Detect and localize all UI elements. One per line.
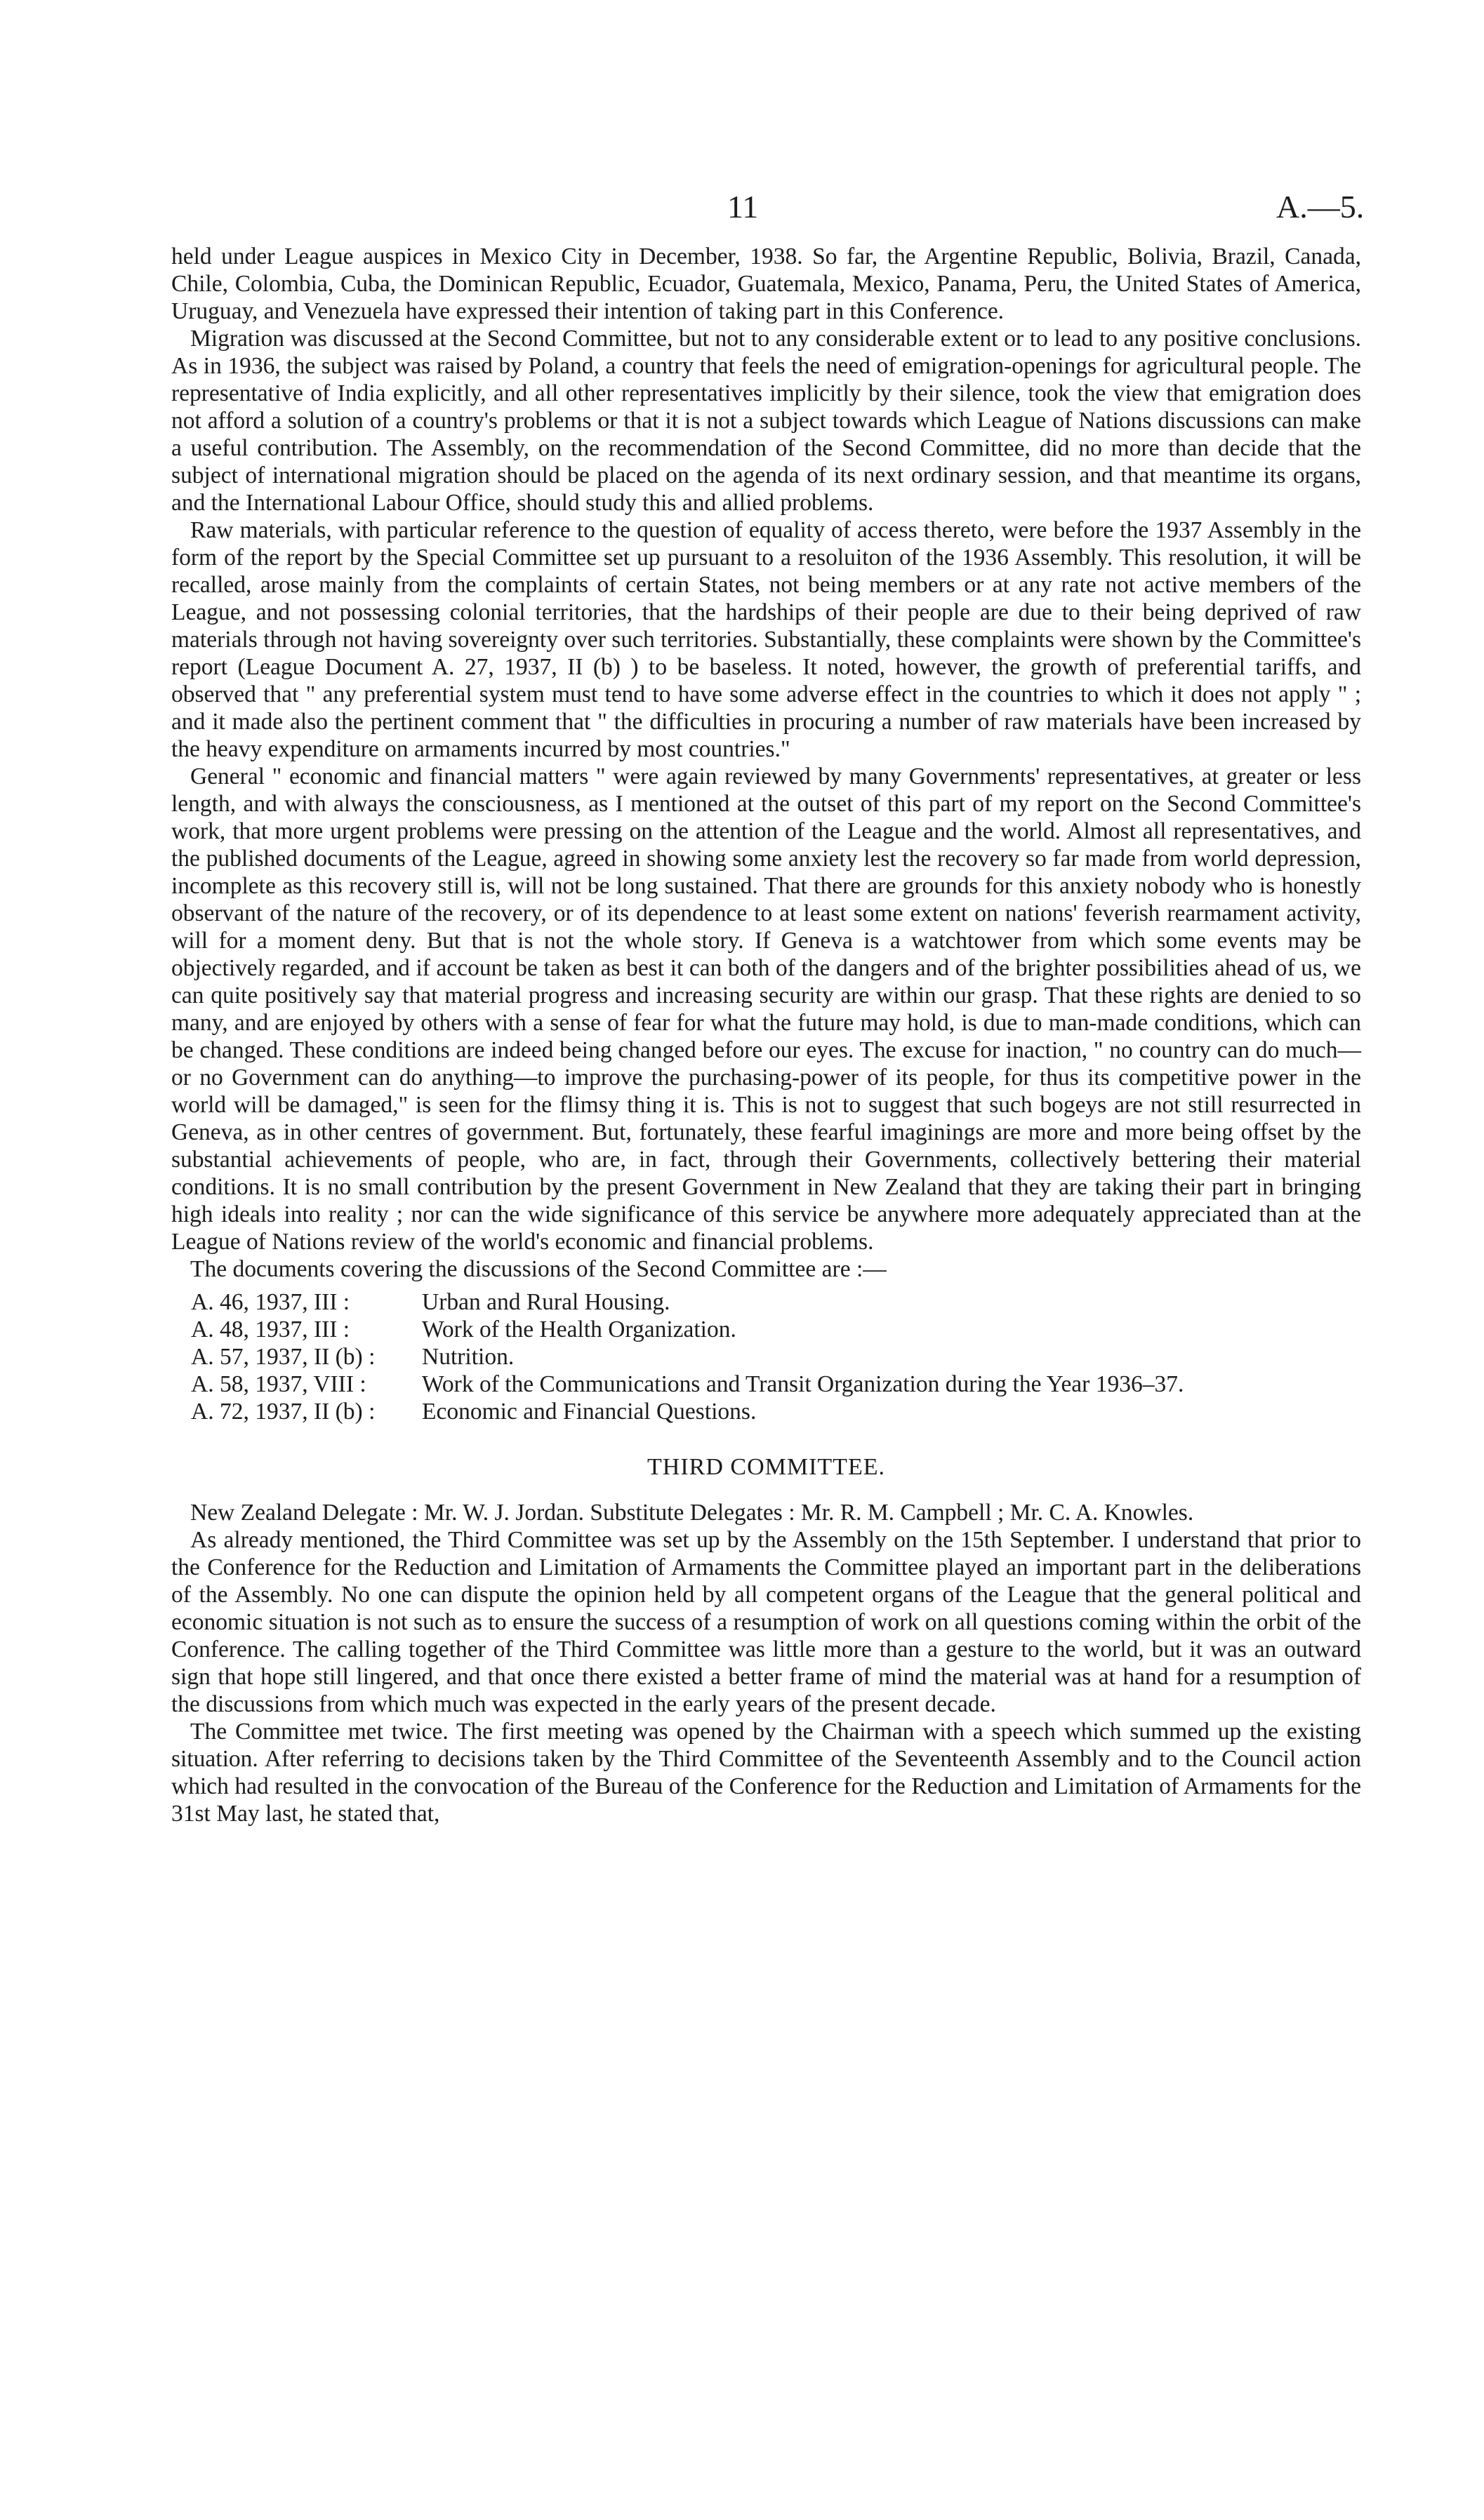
document-list-item: [171, 1343, 1361, 1371]
document-reference: A.—5.: [1276, 189, 1365, 225]
document-ref: A. 58, 1937, VIII :: [191, 1371, 366, 1397]
document-list-item: [171, 1316, 1361, 1343]
document-title: Work of the Communications and Transit Organization during the Year 1936–37.: [422, 1371, 1184, 1397]
paragraph-raw-materials: Raw materials, with particular reference to the question of equality of access thereto, were before the 1937 Assembly in the form of the report by the Special Committee set up pursuant to a resoluiton of the 1936 Assembly. This resolution, it will be recalled, arose mainly from the complaints of certain States, not being members or at any rate not active members of the League, and not possessing colonial territories, that the hardships of their people are due to their being deprived of raw materials through not having sovereignty over such territories. Substantially, these complaints were shown by the Committee's report (League Document A. 27, 1937, II (b) ) to be baseless. It noted, however, the growth of preferential tariffs, and observed that " any preferential system must tend to have some adverse effect in the countries to which it does not apply " ; and it made also the pertinent comment that " the difficulties in procuring a number of raw materials have been increased by the heavy expenditure on armaments incurred by most countries.": [171, 517, 1361, 762]
document-ref: A. 72, 1937, II (b) :: [191, 1399, 376, 1425]
document-ref: A. 48, 1937, III :: [191, 1316, 350, 1342]
substitute-delegate-2: Mr. C. A. Knowles.: [1009, 1500, 1194, 1526]
document-list-item: [171, 1371, 1361, 1398]
substitute-label: Substitute Delegates :: [590, 1500, 795, 1526]
delegate-name: Mr. W. J. Jordan.: [423, 1500, 584, 1526]
paragraph-migration: Migration was discussed at the Second Committee, but not to any considerable extent or to lead to any positive conclusions. As in 1936, the subject was raised by Poland, a country that feels the need of emigration-openings for agricultural people. The representative of India explicitly, and all other representatives implicitly by their silence, took the view that emigration does not afford a solution of a country's problems or that it is not a subject towards which League of Nations discussions can make a useful contribution. The Assembly, on the recommendation of the Second Committee, did no more than decide that the subject of international migration should be placed on the agenda of its next ordinary session, and that meantime its organs, and the International Labour Office, should study this and allied problems.: [171, 326, 1361, 516]
delegates-line: New Zealand Delegate : Mr. W. J. Jordan. Substitute Delegates : Mr. R. M. Campbell ; Mr. C. A. Knowles.: [190, 1500, 1194, 1526]
document-title: Nutrition.: [422, 1344, 515, 1370]
document-title: Economic and Financial Questions.: [422, 1399, 757, 1425]
page-body: [171, 243, 1361, 1827]
substitute-delegate-1: Mr. R. M. Campbell: [800, 1500, 992, 1526]
paragraph-economic-financial: General " economic and financial matters " were again reviewed by many Governments' representatives, at greater or less length, and with always the consciousness, as I mentioned at the outset of this part of my report on the Second Committee's work, that more urgent problems were pressing on the attention of the League and the world. Almost all representatives, and the published documents of the League, agreed in showing some anxiety lest the recovery so far made from world depression, incomplete as this recovery still is, will not be long sustained. That there are grounds for this anxiety nobody who is honestly observant of the nature of the recovery, or of its dependence to at least some extent on nations' feverish rearmament activity, will for a moment deny. But that is not the whole story. If Geneva is a watchtower from which some events may be objectively regarded, and if account be taken as best it can both of the dangers and of the brighter possibilities ahead of us, we can quite positively say that material progress and increasing security are within our grasp. That these rights are denied to so many, and are enjoyed by others with a sense of fear for what the future may hold, is due to man-made conditions, which can be changed. These conditions are indeed being changed before our eyes. The excuse for inaction, " no country can do much—or no Government can do anything—to improve the purchasing-power of its people, for thus its competitive power in the world will be damaged," is seen for the flimsy thing it is. This is not to suggest that such bogeys are not still resurrected in Geneva, as in other centres of government. But, fortunately, these fearful imaginings are more and more being offset by the substantial achievements of people, who are, in fact, through their Governments, collectively bettering their material conditions. It is no small contribution by the present Government in New Zealand that they are taking their part in bringing high ideals into reality ; nor can the wide significance of this service be anywhere more adequately appreciated than at the League of Nations review of the world's economic and financial problems.: [171, 764, 1361, 1255]
document-list-item: [171, 1288, 1361, 1316]
document-list-item: [171, 1398, 1361, 1425]
document-ref: A. 46, 1937, III :: [191, 1289, 350, 1315]
paragraph-documents-intro: The documents covering the discussions of the Second Committee are :—: [190, 1256, 887, 1282]
page-number: 11: [727, 189, 759, 225]
paragraph-committee-meetings: The Committee met twice. The first meeting was opened by the Chairman with a speech which summed up the existing situation. After referring to decisions taken by the Third Committee of the Seventeenth Assembly and to the Council action which had resulted in the convocation of the Bureau of the Conference for the Reduction and Limitation of Armaments for the 31st May last, he stated that,: [171, 1719, 1361, 1827]
paragraph-third-committee-setup: As already mentioned, the Third Committee was set up by the Assembly on the 15th September. I understand that prior to the Conference for the Reduction and Limitation of Armaments the Committee played an important part in the deliberations of the Assembly. No one can dispute the opinion held by all competent organs of the League that the general political and economic situation is not such as to ensure the success of a resumption of work on all questions coming within the orbit of the Conference. The calling together of the Third Committee was little more than a gesture to the world, but it was an outward sign that hope still lingered, and that once there existed a better frame of mind the material was at hand for a resumption of the discussions from which much was expected in the early years of the present decade.: [171, 1527, 1361, 1717]
document-title: Urban and Rural Housing.: [422, 1289, 670, 1315]
document-ref: A. 57, 1937, II (b) :: [191, 1344, 376, 1370]
delegate-label: New Zealand Delegate :: [190, 1500, 418, 1526]
document-list: [171, 1288, 1361, 1425]
document-title: Work of the Health Organization.: [422, 1316, 736, 1342]
paragraph-mexico-conference: held under League auspices in Mexico City in December, 1938. So far, the Argentine Republic, Bolivia, Brazil, Canada, Chile, Colombia, Cuba, the Dominican Republic, Ecuador, Guatemala, Mexico, Panama, Peru, the United States of America, Uruguay, and Venezuela have expressed their intention of taking part in this Conference.: [171, 244, 1361, 324]
section-heading-third-committee: THIRD COMMITTEE.: [647, 1454, 885, 1480]
